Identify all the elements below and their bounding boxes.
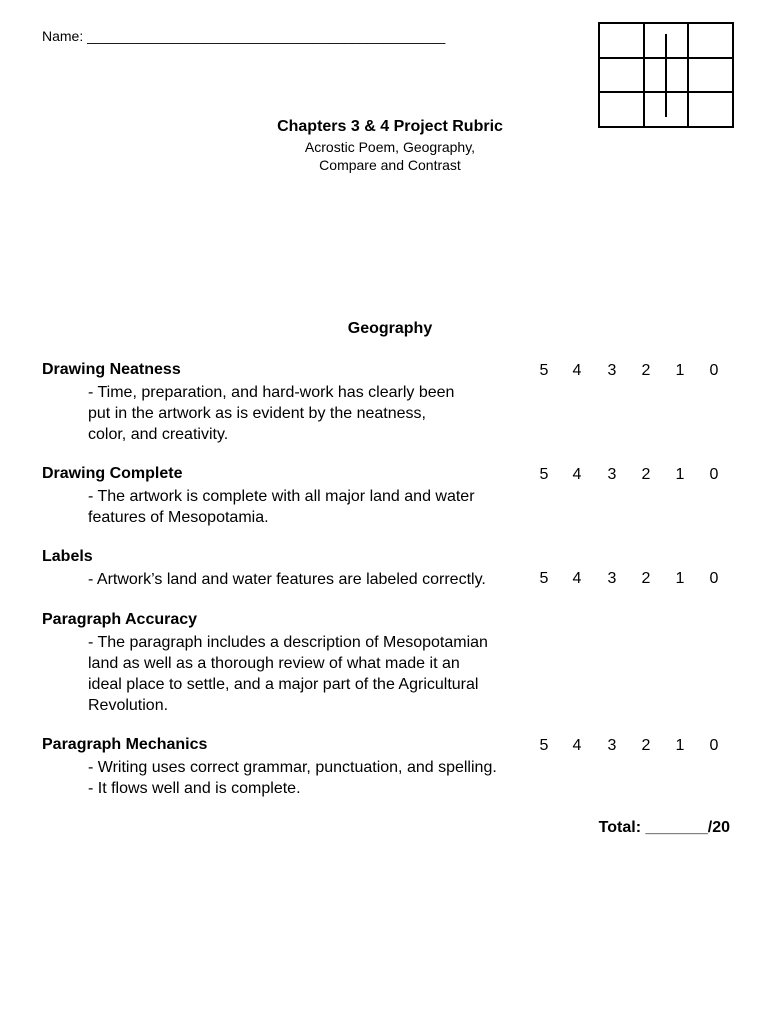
- score-1: 1: [675, 737, 685, 754]
- name-field-label: Name: ______________________________________________: [42, 28, 446, 44]
- score-3: 3: [607, 737, 617, 754]
- description-line: - The artwork is complete with all major land and water: [88, 488, 475, 505]
- score-0: 0: [709, 466, 719, 483]
- score-5: 5: [539, 570, 549, 587]
- score-0: 0: [709, 362, 719, 379]
- score-4: 4: [572, 362, 582, 379]
- score-2: 2: [641, 362, 651, 379]
- description-line: - Artwork’s land and water features are labeled correctly.: [88, 571, 486, 588]
- criterion-description: [88, 632, 488, 716]
- score-2: 2: [641, 737, 651, 754]
- handwritten-mark: [665, 34, 667, 117]
- grid-cell: [599, 23, 644, 58]
- score-0: 0: [709, 570, 719, 587]
- description-line: - Time, preparation, and hard-work has clearly been: [88, 384, 455, 401]
- criterion-description: [88, 382, 454, 445]
- score-1: 1: [675, 570, 685, 587]
- score-5: 5: [539, 737, 549, 754]
- subtitle-line-1: Acrostic Poem, Geography,: [304, 139, 476, 155]
- score-4: 4: [572, 570, 582, 587]
- criterion-title: Labels: [42, 548, 93, 565]
- description-line: - Writing uses correct grammar, punctuation, and spelling.: [88, 759, 497, 776]
- description-line: color, and creativity.: [88, 426, 229, 443]
- description-line: land as well as a thorough review of what made it an: [88, 655, 460, 672]
- score-4: 4: [572, 466, 582, 483]
- score-1: 1: [675, 466, 685, 483]
- description-line: - It flows well and is complete.: [88, 780, 301, 797]
- score-1: 1: [675, 362, 685, 379]
- description-line: Revolution.: [88, 697, 169, 714]
- description-line: ideal place to settle, and a major part of the Agricultural: [88, 676, 479, 693]
- criterion-title: Drawing Neatness: [42, 361, 181, 378]
- score-4: 4: [572, 737, 582, 754]
- score-3: 3: [607, 466, 617, 483]
- score-3: 3: [607, 362, 617, 379]
- page-title: Chapters 3 & 4 Project Rubric: [277, 118, 503, 135]
- score-2: 2: [641, 466, 651, 483]
- criterion-title: Drawing Complete: [42, 465, 183, 482]
- score-5: 5: [539, 362, 549, 379]
- description-line: - The paragraph includes a description of Mesopotamian: [88, 634, 488, 651]
- criterion-description: [88, 757, 497, 799]
- description-line: features of Mesopotamia.: [88, 509, 269, 526]
- score-2: 2: [641, 570, 651, 587]
- section-title: Geography: [347, 320, 433, 337]
- criterion-title: Paragraph Mechanics: [42, 736, 208, 753]
- criterion-title: Paragraph Accuracy: [42, 611, 198, 628]
- grid-cell: [688, 23, 733, 58]
- score-3: 3: [607, 570, 617, 587]
- grid-cell: [688, 58, 733, 93]
- grid-cell: [599, 58, 644, 93]
- criterion-description: [88, 569, 486, 590]
- total-score: Total: _______/20: [598, 819, 730, 836]
- description-line: put in the artwork as is evident by the neatness,: [88, 405, 426, 422]
- criterion-description: [88, 486, 475, 528]
- score-0: 0: [709, 737, 719, 754]
- subtitle-line-2: Compare and Contrast: [319, 157, 461, 173]
- score-5: 5: [539, 466, 549, 483]
